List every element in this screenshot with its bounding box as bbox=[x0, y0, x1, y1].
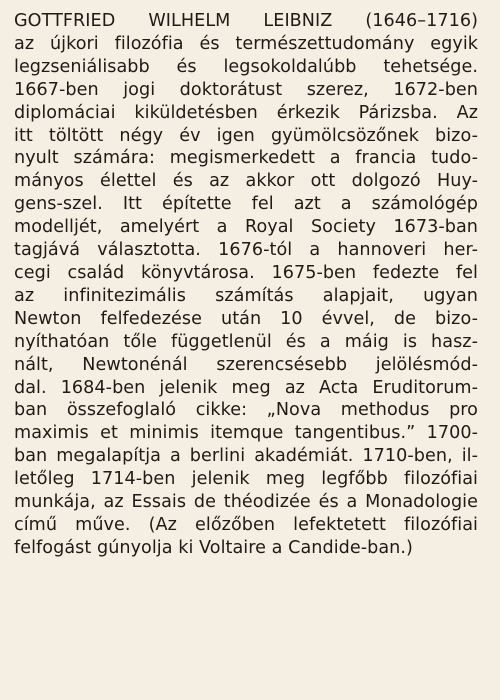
leibniz-biography-text bbox=[14, 10, 478, 560]
text-line: ban összefoglaló cikke: „Nova methodus pro bbox=[14, 400, 478, 421]
text-line: nyult számára: megismerkedett a francia tudo- bbox=[14, 148, 478, 169]
text-line: munkája, az Essais de théodizée és a Monadologie bbox=[14, 492, 478, 513]
text-line: nált, Newtonénál szerencsésebb jelölésmód- bbox=[14, 354, 478, 375]
text-line: felfogást gúnyolja ki Voltaire a Candide-ban.) bbox=[14, 537, 413, 558]
text-line: legzseniálisabb és legsokoldalúbb tehetsége. bbox=[14, 56, 478, 77]
text-line: ban megalapítja a berlini akadémiát. 1710-ben, il- bbox=[14, 446, 478, 467]
text-line: dal. 1684-ben jelenik meg az Acta Eruditorum- bbox=[14, 377, 478, 398]
text-line: gens-szel. Itt építette fel azt a számológép bbox=[14, 194, 478, 215]
text-line: maximis et minimis itemque tangentibus.” 1700- bbox=[14, 423, 478, 444]
text-line: 1667-ben jogi doktorátust szerez, 1672-ben bbox=[14, 79, 478, 100]
text-line: az infinitezimális számítás alapjait, ugyan bbox=[14, 285, 478, 306]
text-line: itt töltött négy év igen gyümölcsözőnek bizo- bbox=[14, 125, 478, 146]
text-line: nyíthatóan tőle függetlenül és a máig is hasz- bbox=[14, 331, 478, 352]
text-line: tagjává választotta. 1676-tól a hannoveri her- bbox=[14, 240, 478, 261]
text-line: cegi család könyvtárosa. 1675-ben fedezte fel bbox=[14, 262, 478, 283]
text-line: mányos élettel és az akkor ott dolgozó Huy- bbox=[14, 171, 478, 192]
text-line: GOTTFRIED WILHELM LEIBNIZ (1646–1716) bbox=[14, 11, 478, 31]
text-line: című műve. (Az előzőben lefektetett filozófiai bbox=[14, 514, 478, 535]
text-line: az újkori filozófia és természettudomány egyik bbox=[14, 33, 478, 54]
text-line: Newton felfedezése után 10 évvel, de bizo- bbox=[14, 308, 478, 329]
text-line: diplomáciai kiküldetésben érkezik Párizsba. Az bbox=[14, 102, 478, 123]
text-line: letőleg 1714-ben jelenik meg legfőbb filozófiai bbox=[14, 469, 478, 490]
text-line: modelljét, amelyért a Royal Society 1673-ban bbox=[14, 217, 478, 238]
